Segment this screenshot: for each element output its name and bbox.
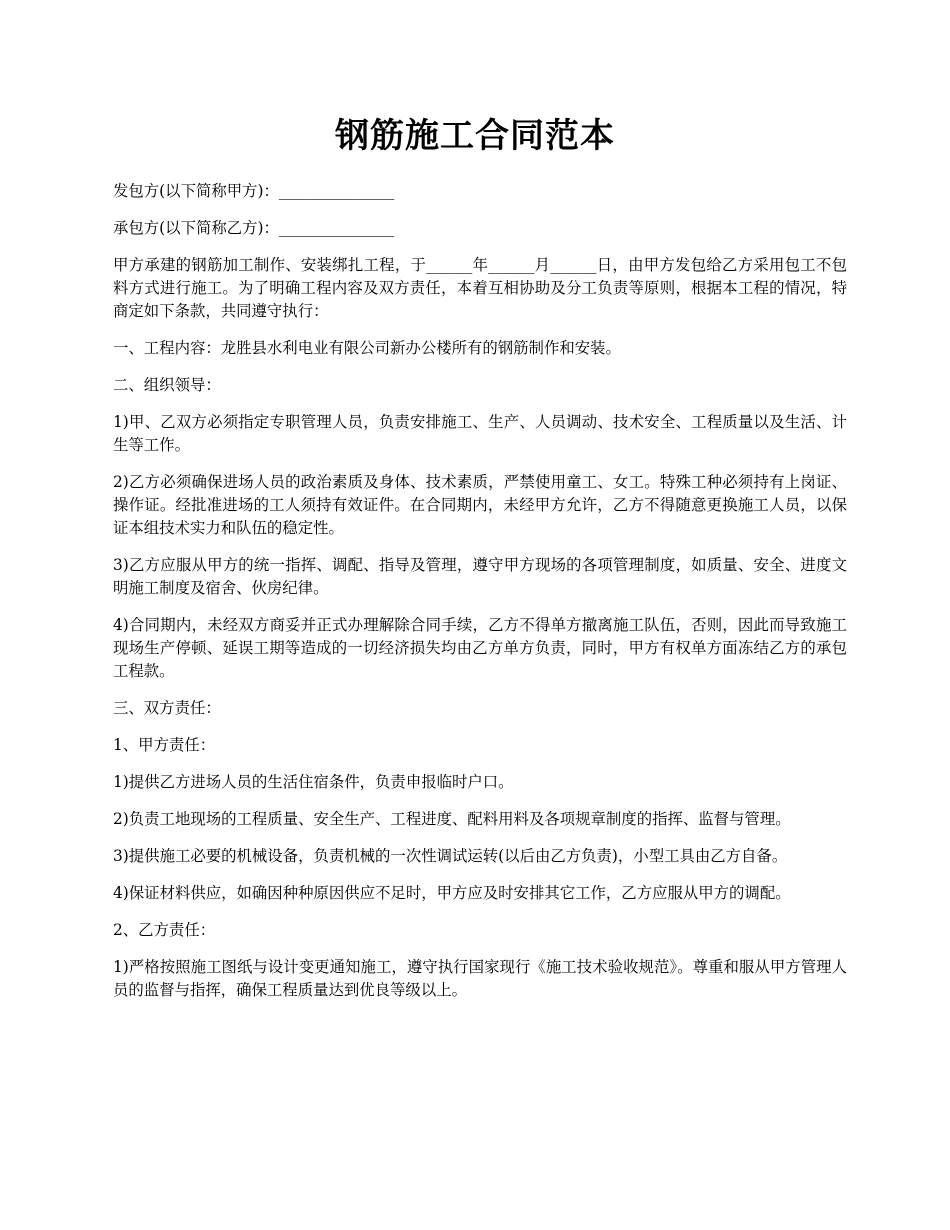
party-a-duties-heading: 1、甲方责任： — [113, 736, 216, 754]
document-title: 钢筋施工合同范本 — [335, 116, 615, 156]
clause-2-3: 3)乙方应服从甲方的统一指挥、调配、指导及管理，遵守甲方现场的各项管理制度，如质量、安全、进度文明施工制度及宿舍、伙房纪律。 — [113, 556, 847, 597]
clause-2-2: 2)乙方必须确保进场人员的政治素质及身体、技术素质，严禁使用童工、女工。特殊工种必须持有上岗证、操作证。经批准进场的工人须持有效证件。在合同期内，未经甲方允许，乙方不得随意更换施工人员，以保证本组技术实力和队伍的稳定性。 — [113, 473, 847, 537]
clause-2-4: 4)合同期内，未经双方商妥并正式办理解除合同手续，乙方不得单方撤离施工队伍，否则，因此而导致施工现场生产停顿、延误工期等造成的一切经济损失均由乙方单方负责，同时，甲方有权单方面冻结乙方的承包工程款。 — [113, 616, 847, 680]
section-one-project-content: 一、工程内容：龙胜县水利电业有限公司新办公楼所有的钢筋制作和安装。 — [113, 339, 621, 357]
preamble-paragraph: 甲方承建的钢筋加工制作、安装绑扎工程，于______年______月______日，由甲方发包给乙方采用包工不包料方式进行施工。为了明确工程内容及双方责任，本着互相协助及分工负责等原则，根据本工程的情况，特商定如下条款，共同遵守执行： — [113, 256, 847, 320]
section-three-heading: 三、双方责任： — [113, 699, 221, 717]
party-b-duty-1: 1)严格按照施工图纸与设计变更通知施工，遵守执行国家现行《施工技术验收规范》。尊重和服从甲方管理人员的监督与指挥，确保工程质量达到优良等级以上。 — [113, 958, 847, 999]
party-a-duty-1: 1)提供乙方进场人员的生活住宿条件，负责申报临时户口。 — [113, 773, 514, 791]
party-a-duty-3: 3)提供施工必要的机械设备，负责机械的一次性调试运转(以后由乙方负责)，小型工具由乙方自备。 — [113, 847, 788, 865]
document-body — [113, 180, 847, 1016]
party-b-line: 承包方(以下简称乙方)：_______________ — [113, 219, 395, 237]
section-two-heading: 二、组织领导： — [113, 376, 221, 394]
clause-2-1: 1)甲、乙双方必须指定专职管理人员，负责安排施工、生产、人员调动、技术安全、工程质量以及生活、计生等工作。 — [113, 413, 847, 454]
party-a-duty-4: 4)保证材料供应，如确因种种原因供应不足时，甲方应及时安排其它工作，乙方应服从甲方的调配。 — [113, 884, 791, 902]
party-a-line: 发包方(以下简称甲方)：_______________ — [113, 182, 395, 200]
party-b-duties-heading: 2、乙方责任： — [113, 921, 216, 939]
party-a-duty-2: 2)负责工地现场的工程质量、安全生产、工程进度、配料用料及各项规章制度的指挥、监督与管理。 — [113, 810, 791, 828]
